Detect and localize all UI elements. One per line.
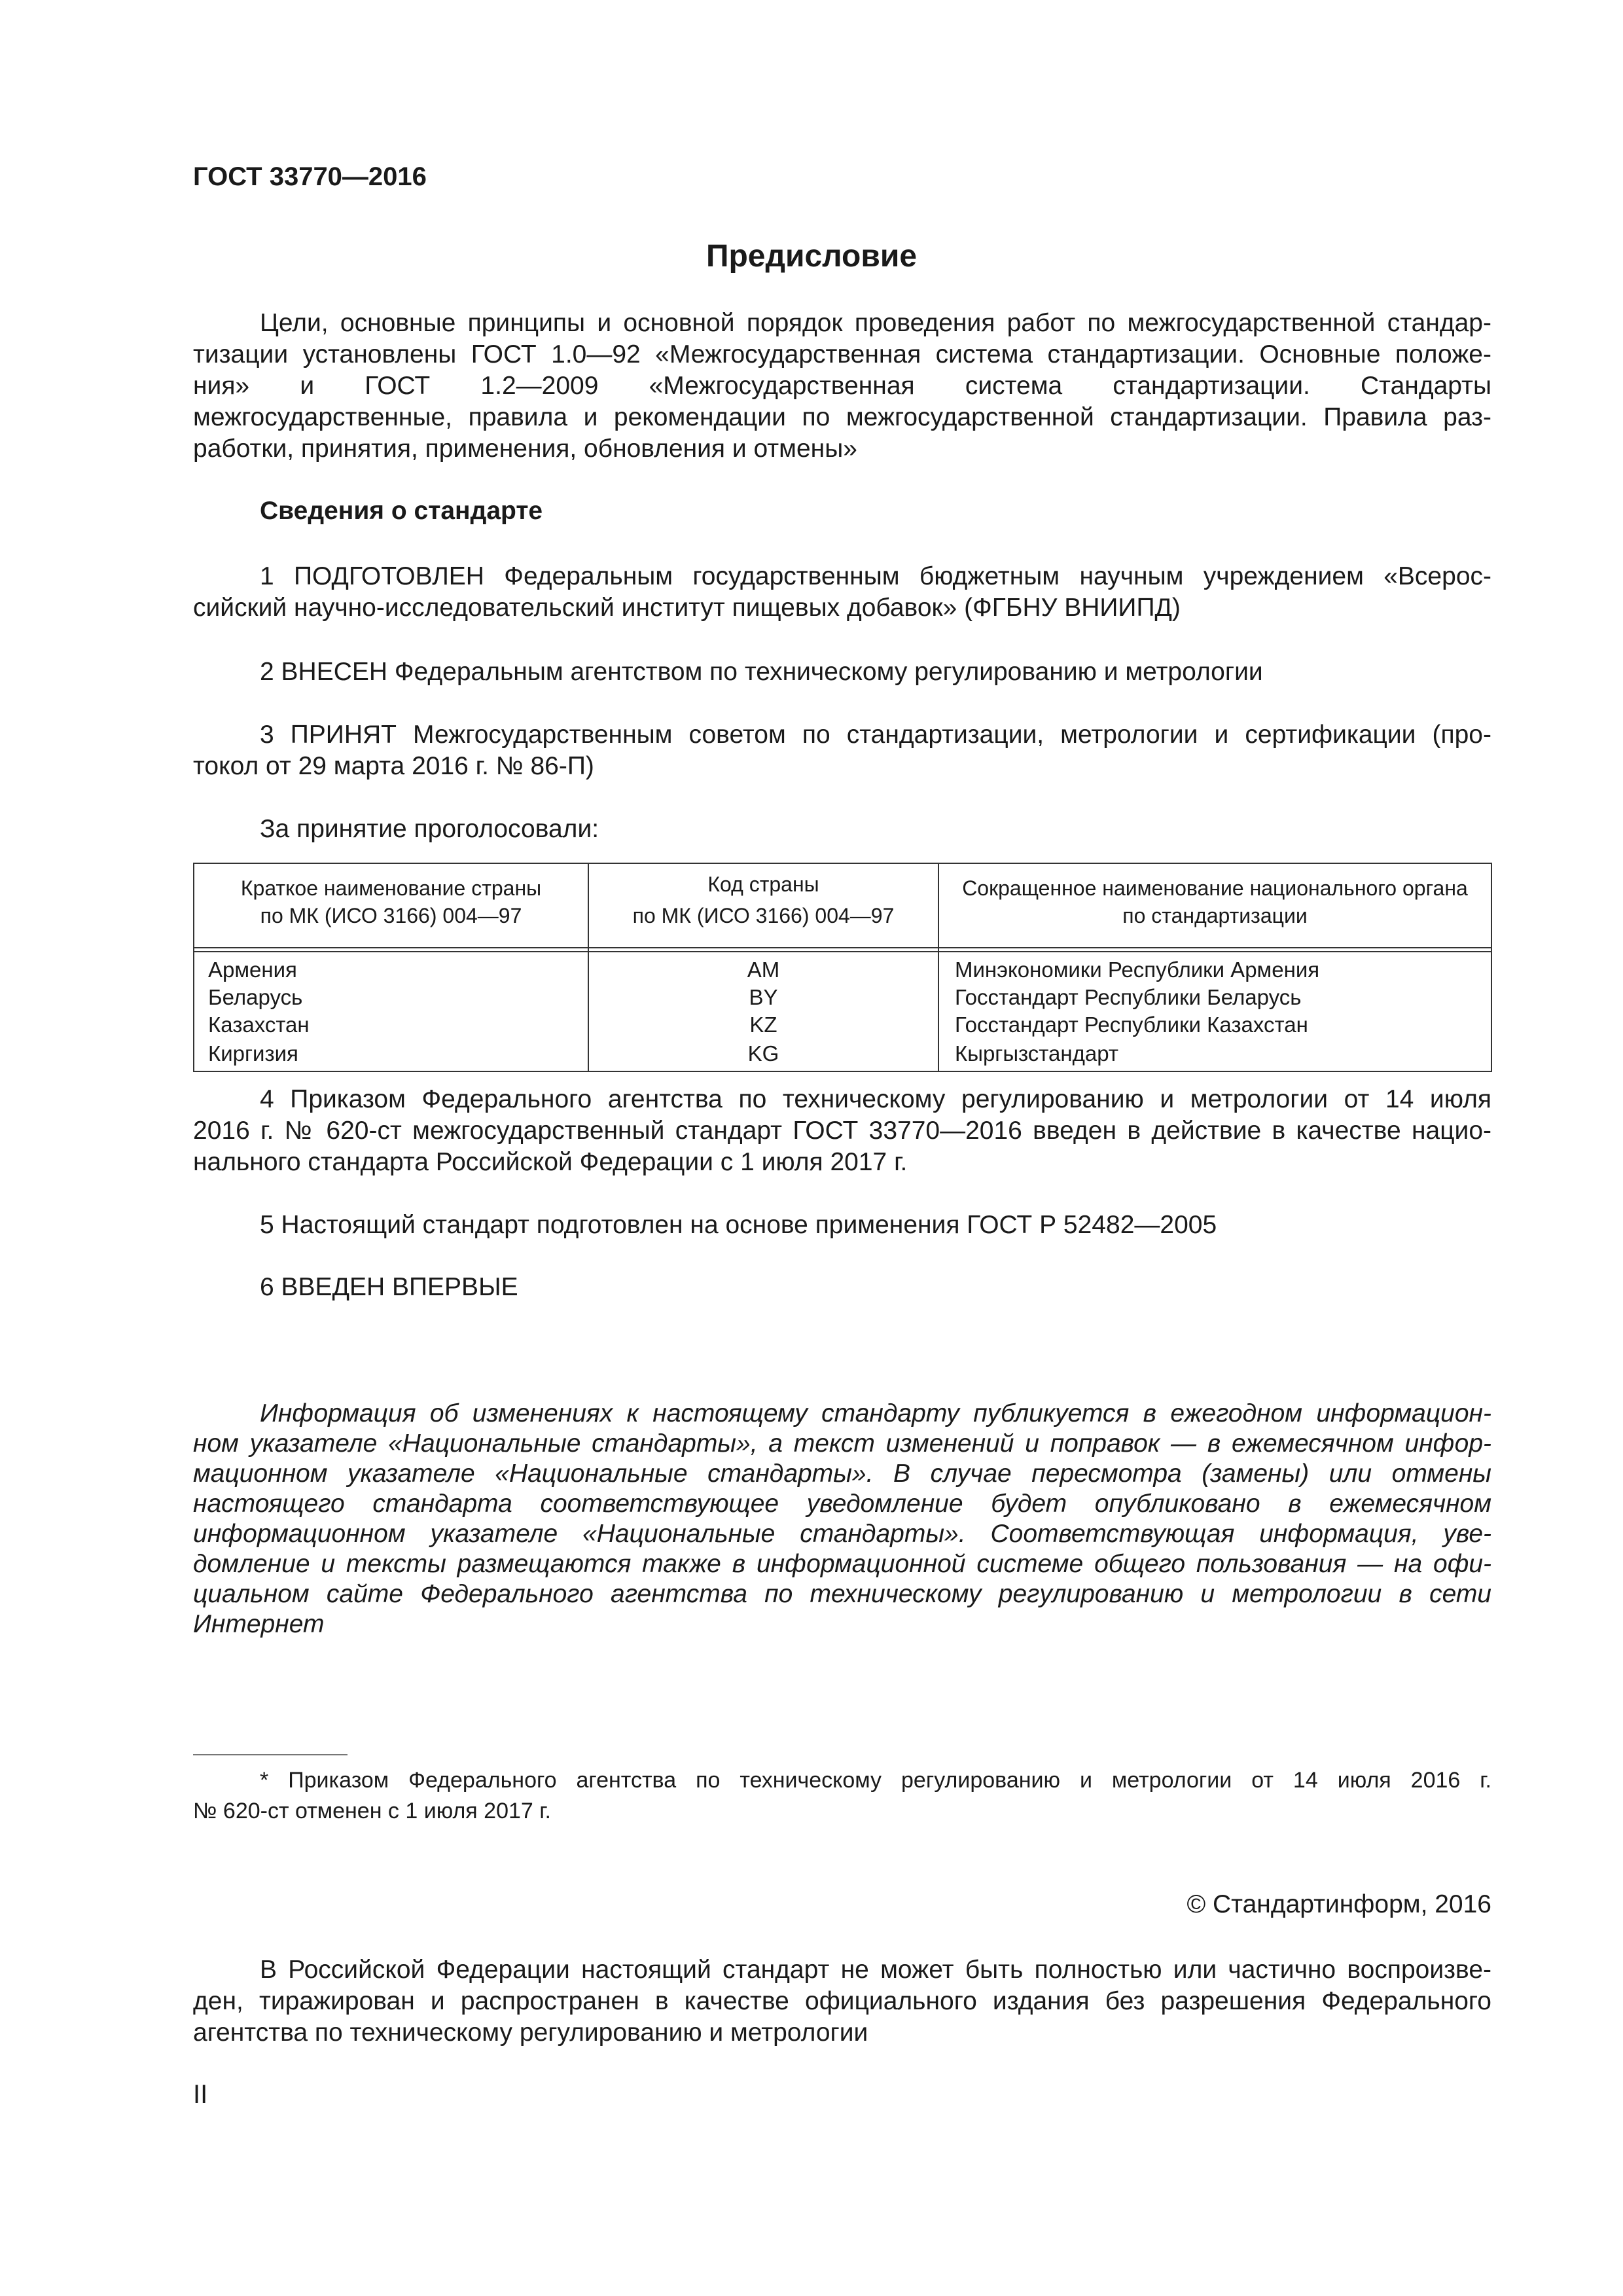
footnote-line: № 620-ст отменен с 1 июля 2017 г.: [193, 1799, 551, 1823]
table-cell-code: KZ: [749, 1013, 777, 1037]
item-4-line: нального стандарта Российской Федерации с 1 июля 2017 г.: [193, 1148, 908, 1176]
item-4-line: 4 Приказом Федерального агентства по техническому регулированию и метрологии от 14 июля: [260, 1085, 1491, 1113]
footnote-line: * Приказом Федерального агентства по техническому регулированию и метрологии от 14 июля 2016 г.: [260, 1768, 1491, 1793]
table-cell-country: Киргизия: [208, 1041, 298, 1066]
item-5: 5 Настоящий стандарт подготовлен на основе применения ГОСТ Р 52482—2005: [260, 1211, 1217, 1239]
table-cell-code: BY: [749, 985, 778, 1009]
page-number: II: [193, 2080, 208, 2109]
item-4-line: 2016 г. № 620-ст межгосударственный стандарт ГОСТ 33770—2016 введен в действие в качестве нацио-: [193, 1117, 1491, 1145]
table-border-bottom: [193, 1071, 1492, 1072]
info-line: информационном указателе «Национальные стандарты». Соответствующая информация, уве-: [193, 1520, 1491, 1548]
info-line: циальном сайте Федерального агентства по техническому регулированию и метрологии в сети: [193, 1580, 1491, 1608]
rights-line: агентства по техническому регулированию и метрологии: [193, 2018, 868, 2047]
intro-line: тизации установлены ГОСТ 1.0—92 «Межгосударственная система стандартизации. Основные положе-: [193, 340, 1491, 368]
info-line: ном указателе «Национальные стандарты», а текст изменений и поправок — в ежемесячном инфор-: [193, 1429, 1491, 1458]
copyright: © Стандартинформ, 2016: [1186, 1890, 1491, 1918]
info-line: мационном указателе «Национальные стандарты». В случае пересмотра (замены) или отмены: [193, 1460, 1491, 1488]
rights-line: В Российской Федерации настоящий стандарт не может быть полностью или частично воспроизве-: [260, 1956, 1491, 1984]
table-cell-country: Армения: [208, 958, 297, 982]
table-cell-body: Минэкономики Республики Армения: [955, 958, 1320, 982]
table-header-rule: [193, 951, 1492, 952]
item-2: 2 ВНЕСЕН Федеральным агентством по техническому регулированию и метрологии: [260, 658, 1263, 686]
item-3-line: токол от 29 марта 2016 г. № 86-П): [193, 752, 594, 780]
footnote-separator: [193, 1754, 348, 1755]
intro-line: ния» и ГОСТ 1.2—2009 «Межгосударственная система стандартизации. Стандарты: [193, 372, 1491, 400]
intro-line: Цели, основные принципы и основной порядок проведения работ по межгосударственной стандар-: [260, 309, 1491, 337]
item-1-line: сийский научно-исследовательский институт пищевых добавок» (ФГБНУ ВНИИПД): [193, 594, 1181, 622]
table-cell-country: Беларусь: [208, 985, 303, 1009]
table-header-code: Код страны по МК (ИСО 3166) 004—97: [632, 872, 895, 927]
table-header-rule: [193, 947, 1492, 948]
intro-line: межгосударственные, правила и рекомендации по межгосударственной стандартизации. Правила раз-: [193, 403, 1491, 431]
table-cell-country: Казахстан: [208, 1013, 310, 1037]
table-cell-code: AM: [747, 958, 780, 982]
table-cell-body: Госстандарт Республики Казахстан: [955, 1013, 1308, 1037]
table-border-right: [1491, 863, 1492, 1072]
section-heading: Сведения о стандарте: [260, 497, 543, 525]
table-header-body: Сокращенное наименование национального органа по стандартизации: [962, 876, 1468, 927]
voted-label: За принятие проголосовали:: [260, 815, 599, 843]
info-line: Информация об изменениях к настоящему стандарту публикуется в ежегодном информацион-: [260, 1399, 1491, 1427]
page-title: Предисловие: [705, 239, 918, 274]
intro-line: работки, принятия, применения, обновления и отмены»: [193, 435, 857, 463]
item-1-line: 1 ПОДГОТОВЛЕН Федеральным государственным бюджетным научным учреждением «Всерос-: [260, 562, 1491, 590]
info-line: домление и тексты размещаются также в информационной системе общего пользования — на офи-: [193, 1550, 1491, 1578]
table-cell-code: KG: [747, 1041, 779, 1066]
item-6: 6 ВВЕДЕН ВПЕРВЫЕ: [260, 1273, 518, 1301]
table-header-country: Краткое наименование страны по МК (ИСО 3166) 004—97: [240, 876, 542, 927]
info-line: Интернет: [193, 1610, 325, 1638]
document-code: ГОСТ 33770—2016: [193, 162, 427, 191]
table-cell-body: Кыргызстандарт: [955, 1041, 1118, 1066]
rights-line: ден, тиражирован и распространен в качестве официального издания без разрешения Федерального: [193, 1987, 1491, 2015]
info-line: настоящего стандарта соответствующее уведомление будет опубликовано в ежемесячном: [193, 1490, 1491, 1518]
item-3-line: 3 ПРИНЯТ Межгосударственным советом по стандартизации, метрологии и сертификации (про-: [260, 721, 1491, 749]
table-cell-body: Госстандарт Республики Беларусь: [955, 985, 1302, 1009]
table-border-top: [193, 863, 1492, 864]
